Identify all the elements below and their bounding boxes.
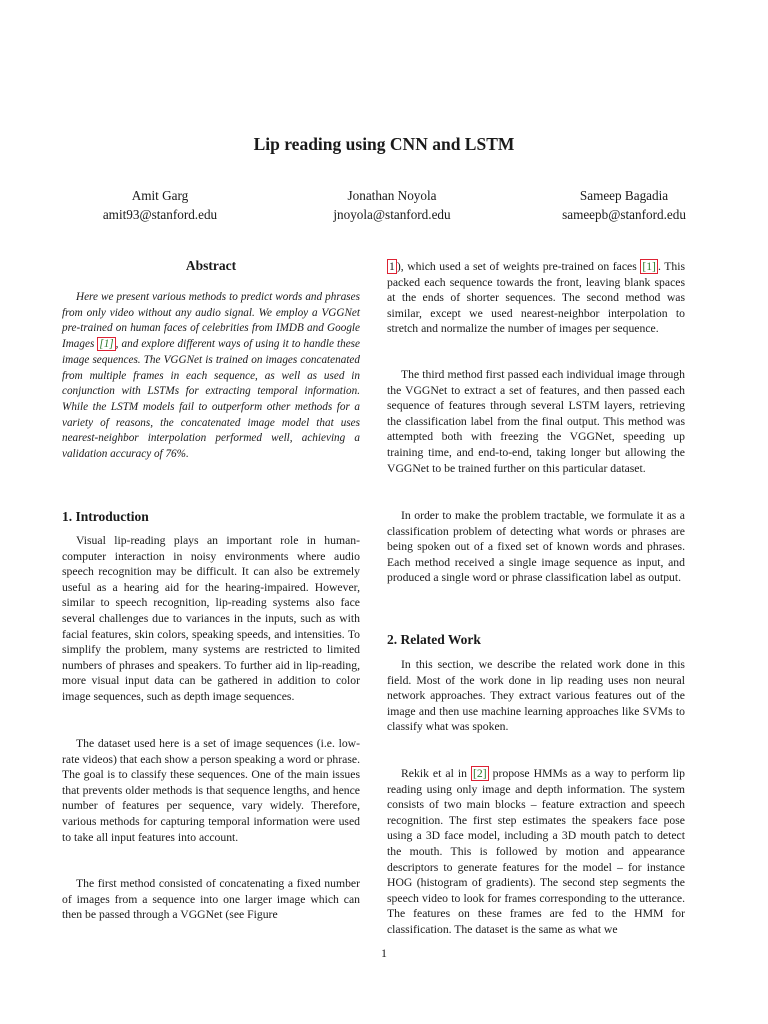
paper-title: Lip reading using CNN and LSTM [253, 134, 515, 154]
abstract-part-2: , and explore different ways of using it to handle these image sequences. The VGGNet is trained on images concatenated from multiple frames in each sequence, as well as used in conjunction with LSTMs for extracting temporal information. While the LSTM models fail to outperform other methods for a variety of reasons, the concatenated image model that uses nearest-neighbor interpolation performed well, achieving a validation accuracy of 76%. [62, 338, 360, 461]
abstract-heading: Abstract [185, 258, 237, 273]
author-name: Sameep Bagadia [579, 188, 669, 203]
abstract-part-1: Here we present various methods to predict words and phrases from only video without any audio signal. We employ a VGGNet pre-trained on human faces of celebrities from IMDB and Google Images [62, 291, 360, 351]
text-span: ), which used a set of weights pre-trained on faces [396, 260, 641, 273]
citation-link[interactable]: [1] [642, 260, 656, 273]
intro-paragraph-3: The first method consisted of concatenating a fixed number of images from a sequence into one larger image which can then be passed through a VGGNet (see Figure [62, 877, 360, 922]
figure-link[interactable]: 1 [389, 260, 395, 273]
page-number: 1 [381, 946, 387, 960]
author-email: amit93@stanford.edu [102, 207, 218, 222]
abstract-text [62, 290, 360, 463]
author-name: Amit Garg [131, 188, 189, 203]
related-paragraph-2 [387, 766, 685, 938]
author-name: Jonathan Noyola [347, 188, 437, 203]
text-span: Rekik et al in [401, 767, 471, 780]
author-email: sameepb@stanford.edu [562, 207, 686, 222]
right-paragraph-2: The third method first passed each individual image through the VGGNet to extract a set of features, and then passed each sequence of features through several LSTM layers, retrieving the classification label from the final output. This method was attempted both with freezing the VGGNet, speeding up training time, and end-to-end, taking longer but allowing the VGGNet to be trained further on this particular dataset. [387, 368, 685, 475]
text-span: propose HMMs as a way to perform lip reading using only image and depth information. The system consists of two main blocks – feature extraction and speech recognition. The first step estimates the speakers face pose using a 3D face model, including a 3D mouth patch to detect the mouth. This is followed by motion and appearance descriptors to generate features for the model – for instance HOG (histogram of gradients). The second step segments the speech video to look for frames corresponding to the utterance. The features on these frames are fed to the HMM for classification. The dataset is the same as what we [387, 767, 685, 936]
citation-link[interactable]: [1] [99, 338, 114, 351]
intro-paragraph-2: The dataset used here is a set of image sequences (i.e. low-rate videos) that each show a person speaking a word or phrase. The goal is to classify these sequences. One of the main issues that prevents older methods is that sequence lengths, and hence number of features per sequence, vary widely. Therefore, various methods for capturing temporal information were used to take all input features into account. [62, 737, 360, 844]
text-span: . This packed each sequence towards the front, leaving blank spaces at the ends of shorter sequences. The second method was similar, except we used nearest-neighbor interpolation to stretch and normalize the number of images per sequence. [387, 260, 685, 336]
author-list [0, 186, 768, 224]
right-paragraph-3: In order to make the problem tractable, we formulate it as a classification problem of detecting what words or phrases are being spoken out of a fixed set of known words and phrases. Each method received a single image sequence as input, and produced a single word or phrase classification label as output. [387, 509, 685, 585]
section-heading-related-work: 2. Related Work [387, 632, 481, 647]
related-paragraph-1: In this section, we describe the related work done in this field. Most of the work done in lip reading uses non neural network approaches. They extract various features out of the image and then use machine learning approaches like SVMs to classify what was spoken. [387, 658, 685, 734]
author-3 [499, 186, 749, 224]
citation-link[interactable]: [2] [472, 767, 487, 780]
author-email: jnoyola@stanford.edu [333, 207, 451, 222]
author-2 [285, 186, 499, 224]
intro-paragraph-1: Visual lip-reading plays an important role in human-computer interaction in noisy environments where audio speech recognition may be difficult. It can also be extremely useful as a hearing aid for the hearing-impaired. However, similar to speech recognition, lip-reading systems also face several challenges due to variances in the inputs, such as with facial features, skin colors, speaking speeds, and intensities. To simplify the problem, many systems are restricted to limited numbers of phrases and speakers. To further aid in lip-reading, more visual input data can be gathered in addition to color image sequences, such as depth image sequences. [62, 534, 360, 703]
section-heading-introduction: 1. Introduction [62, 509, 149, 524]
right-paragraph-1 [387, 259, 685, 337]
author-1 [35, 186, 285, 224]
